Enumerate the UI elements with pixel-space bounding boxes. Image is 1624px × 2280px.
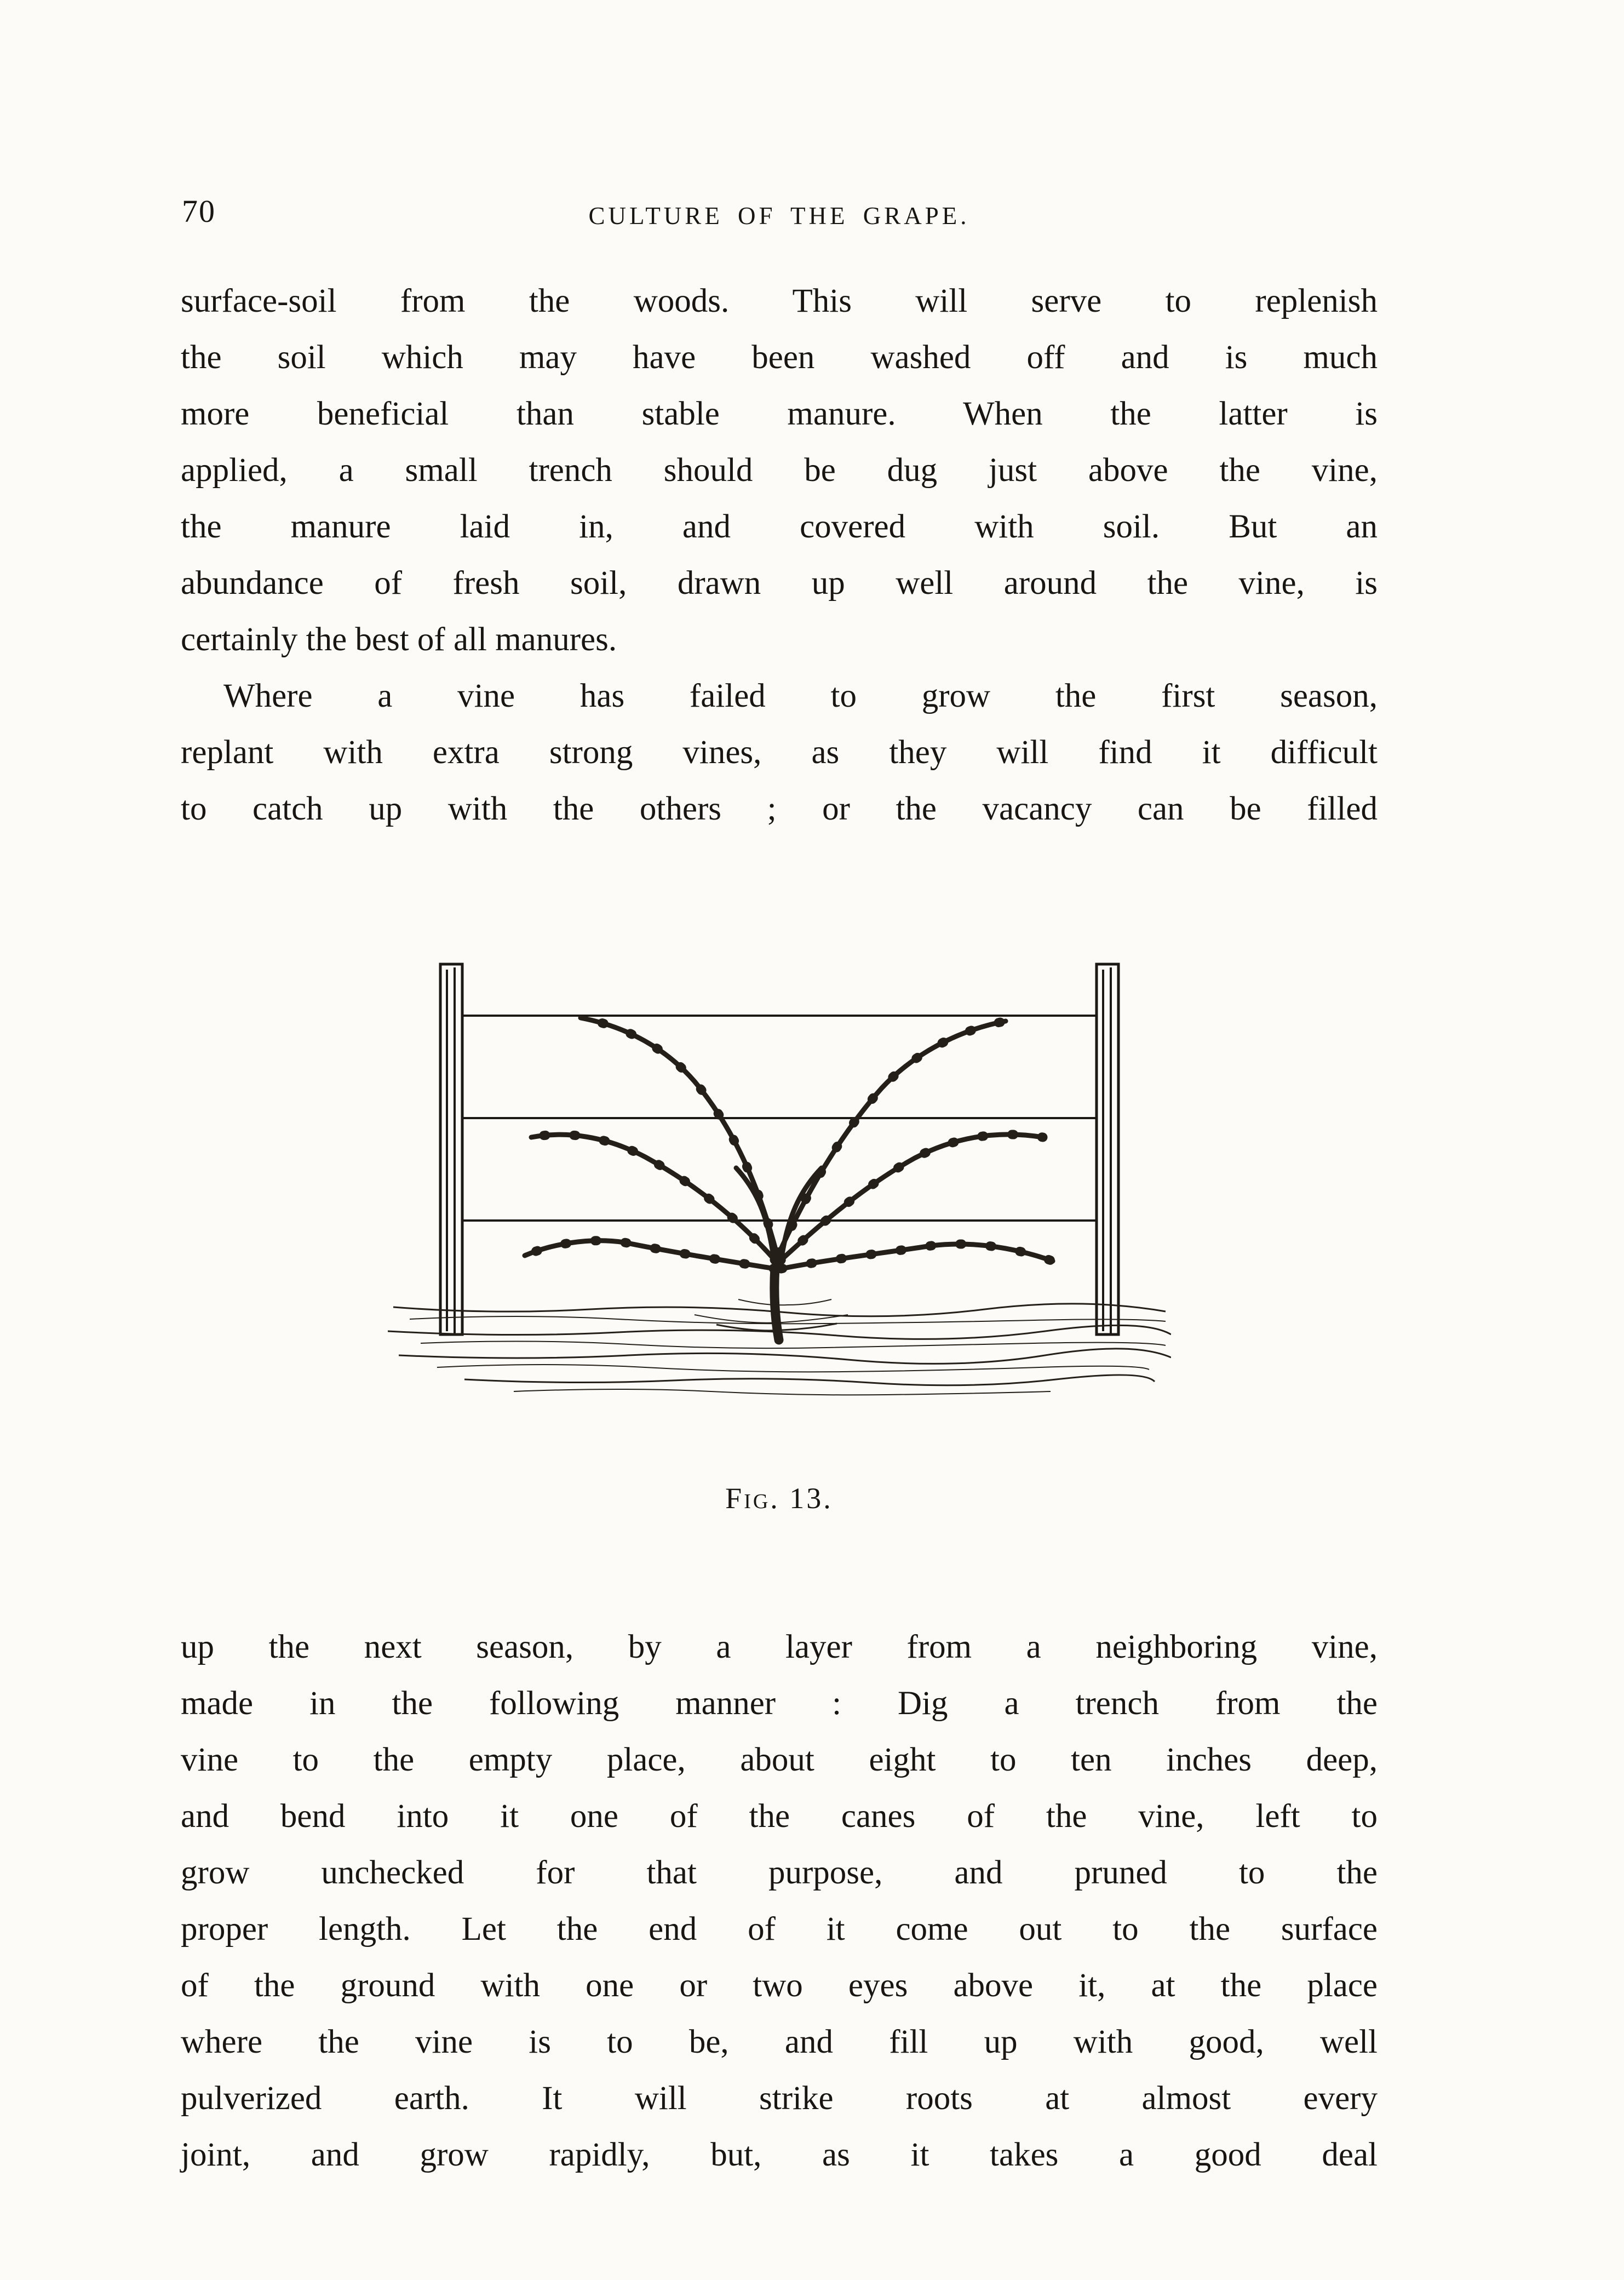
text-line: grow unchecked for that purpose, and pruned to the [181, 1854, 1378, 1891]
paragraph-2 [181, 668, 1378, 837]
text-line: vine to the empty place, about eight to ten inches deep, [181, 1741, 1378, 1778]
text-line: more beneficial than stable manure. When the latter is [181, 396, 1378, 432]
text-line: to catch up with the others ; or the vacancy can be filled [181, 790, 1378, 827]
text-line: up the next season, by a layer from a neighboring vine, [181, 1629, 1378, 1665]
text-line: joint, and grow rapidly, but, as it takes a good deal [181, 2136, 1378, 2173]
text-line: surface-soil from the woods. This will serve to replenish [181, 283, 1378, 319]
left-post [440, 964, 462, 1334]
text-line: where the vine is to be, and fill up with good, well [181, 2024, 1378, 2060]
figure-caption: Fig. 13. [725, 1482, 833, 1515]
text-line: replant with extra strong vines, as they will find it difficult [181, 734, 1378, 771]
right-post [1097, 964, 1118, 1334]
text-line: applied, a small trench should be dug just above the vine, [181, 452, 1378, 489]
page-number: 70 [182, 193, 216, 229]
figure-13 [388, 956, 1171, 1400]
paragraph-1 [181, 273, 1378, 668]
text-line: the manure laid in, and covered with soil. But an [181, 508, 1378, 545]
text-line: abundance of fresh soil, drawn up well around the vine, is [181, 565, 1378, 601]
text-line: and bend into it one of the canes of the vine, left to [181, 1798, 1378, 1835]
text-line: the soil which may have been washed off and is much [181, 339, 1378, 376]
text-line: certainly the best of all manures. [181, 621, 617, 658]
text-line: pulverized earth. It will strike roots at almost every [181, 2080, 1378, 2117]
text-line: proper length. Let the end of it come out to the surface [181, 1911, 1378, 1947]
vine-trellis-illustration [388, 956, 1171, 1400]
running-header: CULTURE OF THE GRAPE. [588, 202, 970, 230]
text-line: made in the following manner : Dig a trench from the [181, 1685, 1378, 1722]
trellis-wires [459, 1016, 1100, 1221]
text-line: Where a vine has failed to grow the first season, [223, 678, 1378, 714]
paragraph-3 [181, 1619, 1378, 2183]
grapevine [525, 1018, 1053, 1340]
text-line: of the ground with one or two eyes above it, at the place [181, 1967, 1378, 2004]
text-column [181, 273, 1378, 2183]
